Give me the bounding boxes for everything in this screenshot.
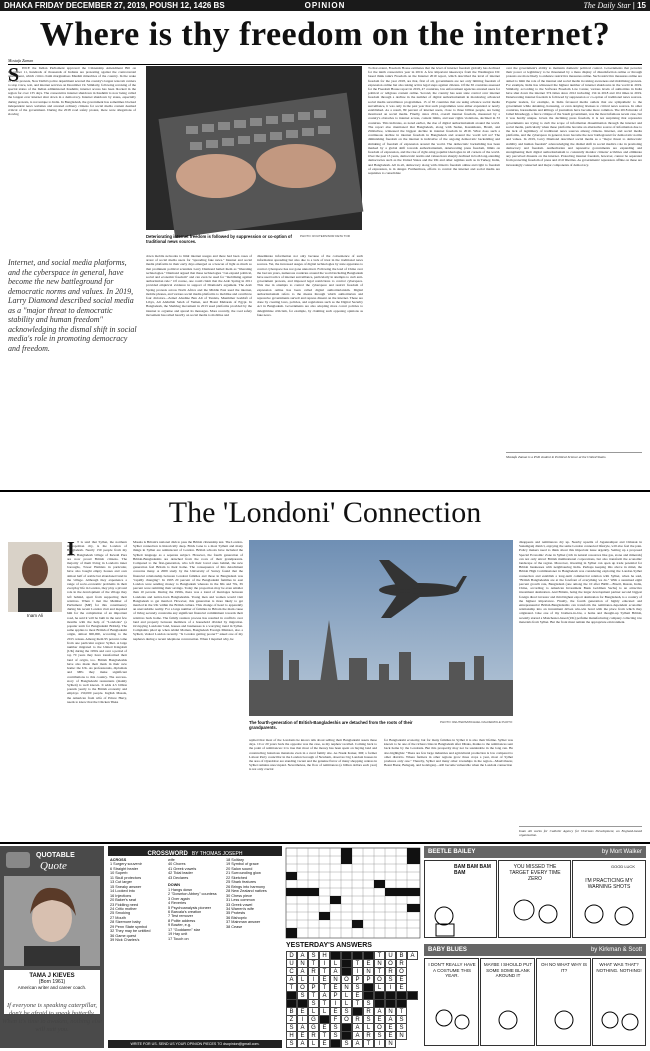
crossword-clue: 13 Cut larger [110,880,132,885]
answer-cell: A [407,951,418,960]
answer-cell: T [352,959,363,968]
answer-cell: E [319,975,330,984]
answer-cell: N [363,967,374,976]
answer-cell [330,1039,341,1048]
article2-column-1b [8,624,127,840]
crossword-clue: 5 Psychoanalysis pioneer [168,905,212,910]
answer-cell: O [374,1023,385,1032]
author-portrait-icon [8,542,62,612]
answer-cell: O [396,967,407,976]
crossword-across-list: ACROSS 1 Surgery souvenir 6 Straight heater 10 Superb 11 Skull protectors 13 Cut larger 15 Sneaky answer 14 Looked into 16 Injections 20 Baker's seat 23 Fiddling need 24 Critic mother 25 Smoking 27 Mouth 28 Sizemore baby 29 Penn State symbol 32 They may be untitled 36 Game quest 39 Nick Charles's [110,858,168,1042]
answer-cell: S [286,1039,297,1048]
answer-cell: I [308,975,319,984]
answer-cell: B [396,951,407,960]
answer-cell: S [374,1031,385,1040]
crossword-clue: 31 Less common [226,898,255,903]
crossword-clue: 3 Over again [168,896,190,901]
answer-cell: H [286,1031,297,1040]
crossword-clue: 41 Greek vowels [168,866,197,871]
answer-cell: N [330,975,341,984]
answer-cell: R [308,967,319,976]
answer-cell: E [330,1007,341,1016]
answer-cell: B [286,1007,297,1016]
answer-cell: A [374,1007,385,1016]
answer-cell: I [330,999,341,1008]
baby-panel3-text: OH NO WHAT WHY IS IT? [540,962,587,973]
photo-credit: PHOTO: ROUTERS/NOR DETA TOR [300,234,350,238]
crossword-clue: 17 "Goddamn" star [168,927,201,932]
quote-author-photo [4,876,100,966]
answer-cell: L [308,1039,319,1048]
answer-cell: T [319,1031,330,1040]
divider [8,64,642,65]
answer-cell: P [363,975,374,984]
crossword-clue: 1 Hangs down [168,887,193,892]
answer-cell: U [286,959,297,968]
crossword-down-list [226,858,282,1042]
article2-column-4: for Bangladeshi economy, but for many families in Sylhet it is also their lifeline. Sylhet was known to be one of the richest cities in Bangladesh after Dhaka, thanks to the remittances sent back home by the Londonis. But this prosperity may not be sustainable in the long run. He also highlights: "There are few large industries and agricultural production is low compared to other districts. Where farmers in other regions grow three crops a year, most of Sylhet produces only one." Thereby, Sylhet and many other townships in the region—Moulvibazar, Beani Bazar, Balaganj, and Golabganj—still become vulnerable when the Londoni connection [384,738,513,768]
answer-cell: R [363,1007,374,1016]
drop-cap-2: I [67,538,75,560]
crossword-clue: 37 Mainman answer [226,920,261,925]
article2-photo [249,540,513,716]
section-divider-2 [0,842,650,844]
answer-cell: E [330,983,341,992]
answer-cell: I [385,983,396,992]
crossword-clue: 20 Salon sound [226,866,253,871]
baby-blues-strip [424,958,646,1046]
answer-cell: A [352,1039,363,1048]
crossword-clue: 33 Greek vowel [226,902,253,907]
article2-column-1a: T is said that Sylhet, the northern metropolitan city, is the London of Bangladesh. Nearly 150 people from my native Bangladesh village of Kewali Para are now proud British citizens. The majority of them living in London's inner boroughs, Tower Hamlets in particular, have also bought empty houses and own almost half of arable but abandoned land in the village. Although they experience a range of socio-economic problems in their everyday life in London, they play a pivotal role in the development of the village they left behind, apart from supporting their relatives. When I met the Member of Parliament (MP) for this constituency during his recent London visit and inquired him for the compilation of an important road, he said it will be built in the next few months with the help of "Londonis" (a popular term for Bangladeshi British). The same applies to most British of Bangladeshi origin, almost 600,000, according to the 2015 census. Among them 95 percent come from one particular region: Sylhet. A large number migrated to the United Kingdom (UK) during the 1950s and over a period of top 70 years they have transformed their land of origin, too. British Bangladeshis have also made their mark in their new home: the UK. As professionals, diplomats and MPs they make significant contributions to this country. The success-story of Bangladeshi restaurants (mainly Sylheti) is well known. It adds 4.5 billion pounds yearly to the British economy and employs 150,000 people. Inglish Masala, the American from wife of Prince Harry, needs to know that the Chicken Tikka [67,540,127,704]
crossword-clue: 36 Game quest [110,933,136,938]
answer-cell: S [396,1023,407,1032]
answer-cell: D [286,951,297,960]
author-bio: Mostafa Zaman is a PhD student in Political Science at the United States. [506,455,607,459]
answer-cell: T [374,967,385,976]
answer-cell: T [308,991,319,1000]
answer-cell: S [330,1031,341,1040]
answer-cell: S [308,951,319,960]
baby-panel4-text: WHAT WAS THAT? NOTHING. NOTHING! [596,962,642,973]
crossword-clue: 32 They may be untitled [110,929,151,934]
answer-cell: T [319,967,330,976]
answer-cell: L [308,1007,319,1016]
article-column-2: down mobile networks to limit internet usages and there had been cases of arrest of social media users for "spreading fake news." Internet and social media platforms in their early days emerged as a beacon of light as much so that prominent political scientists Larry Diamond hailed them as "liberating technologies." Diamond argued that these technologies "can expand political, social and economic freedom" and can even be used for "mobilising against authoritarian rule." Of course, one could claim that the Arab Spring in 2011 provided empirical evidence in support of Diamond's argument. The Arab Spring protests across North Africa and the Middle East used the internet, mobile phones, and various social media platforms to mobilise and overthrow four dictators—Zeinel Abadine Ben Ali of Tunisia, Muammar Gaddafi of Libya, Ali Abdullah Saleh of Yemen, and Hosni Mubarak of Egypt. In Bangladesh, the Shahbag movement in 2013 used platforms provided by the internet to organise and spread its messages. More recently, the road safety movement has relied heavily on social media to mobilise and [146,254,252,317]
quote-label: Quote [40,860,67,872]
quotable-label: QUOTABLE [36,852,75,859]
crossword-clue: 14 Looked into [110,889,135,894]
answer-cell: S [297,991,308,1000]
bio-divider-2 [519,826,642,827]
beetle-panel3-text: I'M PRACTICING MY WARNING SHOTS [585,878,633,890]
crossword-clue: 2 "Downton Abbey" countess [168,892,217,897]
answer-cell: S [330,1023,341,1032]
answer-cell: A [330,967,341,976]
answer-cell: T [374,951,385,960]
article2-column-2: Masala is Britain's national dish to pass the British citizenship test. The London-Sylhet connection is historically deep. Brick Lane is a most Sylheti and many things in Sylhet are reminiscent of London. British schools have included the Sylheti language as a separate subject. However, the fourth generation of British-Bangladeshis are detached from the roots of their grandparents. Compared to the first-generation, who left their loved ones behind, the new generation feel Britain is their home. The consequence of this detachment concerns many. A 2009 study by the University of Surrey found that the financial relationship between Londoni families and those in Bangladesh was "rapidly changing". In 1995 20 percent of the Bangladeshi families in east London were sending money to Bangladesh whereas in the 60s and 70s, 65 percent were remitting their savings. Today the proportion may be even smaller than 10 percent. During the 1990s, there was a trend of marriages between Londonis and native-born Bangladeshis. Young men and women would visit Bangladesh to get married. However, this generation is more likely to get married in the UK within the British culture. This change of heart is apparently an unavoidable reality. For a large number of families in Britain the main cause of living securely constrains any significant financial commitment towards their relatives back home. The family reunion process has resulted in conflicts over land and property between members of a household divided by migration. Occupying Londonis' land, houses and businesses is a worrying trend in Sylhet. Complaints piled up when Abdul Momen, Bangladesh Foreign Minister, also a Sylheti, visited London recently. "Is London getting poorer?" asked one of my nephews during a recent telephone conversation. When I inquired why, he [133,540,243,641]
crossword-clue: wife [168,858,175,862]
crossword-clue: 23 Fiddling need [110,902,139,907]
answer-cell: E [297,1007,308,1016]
answer-cell: A [352,1023,363,1032]
answer-cell: A [352,1031,363,1040]
article-column-4: To that extent, Freedom House estimates that the level of internet freedom globally has declined for the ninth consecutive year in 2019. A few important takeaways from the Washington DC based think tank's Freedom on the Internet 2019 report, which described the level of internet freedom for the year 2018, are that, first of all, governments are not only limiting freedom of expression online but also taking active legal steps against citizens. Of the 65 countries assessed for the Freedom House report in 2019, 47 countries, law enforcement agencies arrested users for political or religious content online. Second, the country has seen state control over internet freedom through a decline in the number of digital authoritarianism in monitoring advanced social media surveillance programmes. 15 of 65 countries that are using advance social media surveillance, it was only in the past year that such programmes were either expanded or newly established. As a result, 89 percent of internet users, close to three billion people, are being monitored on social media. Finally, since 2014, overall internet freedom, measured by a country's obstacles to internet access, content limits, and user rights violations, declined in 33 countries. This indicates, as noted earlier, the rise of digital authoritarianism around the world. The report also mentioned that Bangladesh, along with Sudan, Kazakhstan, Brazil, and Zimbabwe, witnessed the biggest decline in internet freedom in 2019. What does such a continuous decline in internet freedom in Bangladesh and around the world tell us? The diminishing freedom on the internet is indicative of the ongoing democratic backsliding and shrinking of freedom of expression around the world. The democratic backsliding has been marked by a global shift towards authoritarianism, deteriorating press freedom, limits on freedom of expression, and the rise of right-wing populist ideologies in all corners of the world. Over the past 13 years, democratic norms and values have sharply declined in both long-standing democracies such as the United States and the UK and other regimes such as in Turkey, India, and Bangladesh. All in all, democracy along with citizen's freedom online and right to freedom of expression, is in danger. Furthermore, efforts to control the internet and social media are requisites to consolidate [368,66,500,176]
answer-cell: R [363,1031,374,1040]
answer-cell: P [308,983,319,992]
answer-cell: A [297,1039,308,1048]
answers-grid [286,951,420,1047]
answer-cell: O [297,983,308,992]
answer-cell: I [319,959,330,968]
answer-cell: C [286,967,297,976]
crossword-clue: 34 Warren's wife [226,906,255,911]
author-name: Inam Ali [26,613,43,618]
answer-cell: E [297,1031,308,1040]
crossword-clue: 24 Critic mother [110,906,137,911]
bio-divider [506,452,642,453]
crossword-clue: 28 Sizemore baby [110,920,141,925]
crossword-clue: 16 Injections [110,893,132,898]
crossword-grid[interactable] [286,848,420,938]
answer-cell: E [374,1015,385,1024]
page-header-bar [0,0,650,11]
quote-author-role: American writer and career coach. [17,985,87,990]
crossword-clue: 10 Superb [110,871,128,876]
answer-cell: U [385,951,396,960]
answer-cell: T [286,983,297,992]
answer-cell: N [374,959,385,968]
answers-title: YESTERDAY'S ANSWERS [286,942,372,949]
answer-cell: P [352,975,363,984]
photo-caption: Deteriorating internet freedom is followed by suppression or co-option of traditional news sources. [146,234,292,244]
london-skyline-plane-photo [249,540,513,716]
crossword-clue: 25 Shark features [226,880,256,885]
answer-cell: P [330,991,341,1000]
crossword-clue: 27 Mouth [110,915,126,920]
quote-author-born: (Born 1961) [38,979,66,985]
answer-cell: L [363,1023,374,1032]
article-column-5: over the government's ability to maintain domestic political control. Governments that perceive their power or legitimacy to be threatened by a mass display of dissatisfaction online or through protests are more likely to enhance restrictive measures online. Such restrictive measures online are aimed to limit the role of the internet and social media in raising awareness and mobilising protests. For example, India has witnessed the highest number of internet shutdowns in the world in 2019. Similarly, according to the Software Freedom Law Center, various levels of authorities in India have shut down the internet 374 times since 2012 including 134 in 2018 and 104 times in 2019. Deteriorating internet freedom is followed by suppression or co-option of traditional news sources. Popular leaders, for example, in India favoured media outlets that are sympathetic to the government while detaining, harassing, or even denying licenses to critical news sources. In other countries, harassments and killings of journalists have become more common. The 2018 murder of Jamal Khashoggi, a fierce critique of the Saudi government, was the most infamous recent case, but it was hardly unique. Given the declining press freedom, it is not surprising that repressive governments are trying to curb the scope of information dissemination through the internet and social media, particularly when these platforms become an alternative source of information due to the lack of legitimacy of traditional news sources among citizens. Internet, and social media platforms, and the cyberspace in general, have become the new battleground for democratic norms and values. In 2019, Larry Diamond described social media as a "major threat to democratic stability and human freedom" acknowledging the dismal shift in social media's role in promoting democracy and freedom. Authoritarian and repressive governments are expanding and strengthening their digital authoritarianism to constantly monitor citizens' activities and eliminate any perceived dissents on the internet. Protecting internet freedom, however, cannot be separated from protecting freedom of press and civil liberties. As governments' repression offline on these are increasingly connected and major components of democracy. [506,66,642,167]
answer-cell: L [374,983,385,992]
article-photo [146,66,362,230]
answer-cell: T [352,999,363,1008]
quote-text: If everyone is speaking caterpillar, don't be afraid to speak butterfly. When it's time to awaken, nothing else will suit you. [2,1002,102,1033]
crossword-clue: 29 Penn State symbol [110,924,148,929]
beetle-panel1-text: BAM BAM BAM BAM [454,864,491,876]
answer-cell: H [319,951,330,960]
answer-cell: N [396,1031,407,1040]
beetle-panel3-aside: GOOD LUCK [610,864,635,869]
answer-cell: E [385,1031,396,1040]
answer-cell: O [385,959,396,968]
answer-cell: T [319,999,330,1008]
answer-cell: S [352,983,363,992]
answer-cell: E [396,975,407,984]
crossword-clue: 19 Hay unit [168,932,188,937]
answer-cell: T [319,983,330,992]
baby-panel1-text: I DON'T REALLY HAVE A COSTUME THIS YEAR. [428,962,476,978]
answer-cell: E [385,1023,396,1032]
crossword-clue: 11 Skull protectors [110,875,142,880]
crossword-header: CROSSWORD BY THOMAS JOSEPH [108,846,282,856]
baby-blues-header: BABY BLUES by Kirkman & Scott [424,944,646,956]
crossword-clue: 40 Chores [168,862,186,867]
answer-cell: N [341,983,352,992]
answer-cell: S [363,1015,374,1024]
crossword-clue: 1 Surgery souvenir [110,862,142,867]
quote-author-name: TAMA J KIEVES [29,973,75,979]
crossword-clue: 6 Barcala's creation [168,909,202,914]
answer-cell: Z [286,1015,297,1024]
answer-cell: N [385,1007,396,1016]
crossword-clue: 30 Chess piece [226,893,253,898]
beetle-panel2-text: YOU MISSED THE TARGET EVERY TIME ZERO [509,864,561,882]
crossword-clue: 39 Nick Charles's [110,938,140,943]
page-brand: The Daily Star | 15 [583,1,646,10]
crossword-clue: 35 Protests [226,911,246,916]
article2-column-5: disappears and remittances dry up. Nearby upazila of Jagannathpur and Chhatak in Sunamganj district, enjoying the same London connected lifestyle, will also feel the pain. Policy makers need to think about this important issue urgently. Setting up a proposed Special Economic Zone in Sylhet (rich in natural resources like gas, stone and minerals) can not only attract British multinational corporations, but also transform the economic landscape of the region. Moreover, investing in Sylhet can open up trade potential for British businesses with neighbouring India. Perhaps keeping this above in mind, the British High Commissioner in Bangladesh was considering exploring the London-Sylhet connection and establish a long-term commercial relation with Sylhet, when he said, "British Bangladeshis are at the forefront of everything we do." With a sustained eight percent growth rate, Bangladesh (one among the 10 after BRIC—Brazil, Russia, India, China, according to American Investment Bank Goldman Sachs) is an attractive investment destination. And Britain, being the larger development partner second biggest foreign direct investor and third highest export destination for Bangladesh, is a country of the highest importance. Finally, the fourth generation of highly educated and entrepreneurial British-Bangladeshis can transform the remittance-dependent economic relationship into an investment driven win-win bond with the place from which they originated. Like one of my brothers-in-law, a home and thought-up Sylheti British, recently started a Manchester-based (UK) perfume manufacturing company collecting raw materials from Sylhet. But the front must remain the appropriate environment. [519,540,642,624]
quote-author-portrait-icon [4,876,100,966]
answer-cell: S [341,1007,352,1016]
answer-cell: I [297,1015,308,1024]
answer-cell: A [297,1023,308,1032]
answer-cell: L [341,999,352,1008]
opinion-footer: WRITE FOR US. SEND US YOUR OPINION PIECES TO dsopinion@gmail.com. [108,1040,282,1048]
answer-cell: S [308,999,319,1008]
crossword-clue: 36 Bishopric [226,915,247,920]
author-bio-2: Inam Ali works for Catholic Agency for Overseas Development, an England-based organisation. [519,829,642,838]
dateline: DHAKA FRIDAY DECEMBER 27, 2019, POUSH 12, 1426 BS [4,1,225,10]
crossword-clue: 7 Test remover [168,914,194,919]
answer-cell: A [286,975,297,984]
answer-cell: N [297,959,308,968]
answer-cell: A [385,1015,396,1024]
article-column-1: INCE the Indian Parliament approved the Citizenship Amendment Bill on December 11, hundreds of thousands of Indians are protesting against the controversial amendment, which critics claim marginalises Muslim minorities of the country. In the wake of these protests, New Delhi's police department severed the country's largest telecom carriers to stop voice, text, and internet services on December 19. Similarly, following revoking of the special status of the Indian administered Kashmir, internet access has been blocked in the region for over 135 days. The consecutive internet shutdown in Kashmir is now being called the longest ever internet shut down in a democracy. Internet shutdown by states, especially during protests, is not unique to India. In Bangladesh, the government has sometimes blocked independent news websites and arrested ordinary citizens for social media content deemed critical of the government. During the 2018 road safety protest, there were allegations of slowing [8,66,136,117]
drop-cap: S [8,64,20,86]
answer-cell: R [308,1031,319,1040]
answer-cell: G [308,1023,319,1032]
pull-quote: Internet, and social media platforms, and the cyberspace in general, have become the new battleground for democratic norms and values. In 2019, Larry Diamond described social media as a "major threat to democratic stability and human freedom" acknowledging the dismal shift in social media's role in promoting democracy and freedom. [8,258,137,353]
crossword-clue: 21 Surrounding glow [226,871,261,876]
article-headline: Where is thy freedom on the internet? [39,16,611,53]
answer-cell: A [297,951,308,960]
answer-cell: E [396,983,407,992]
crossword-clue: 8 Polite address [168,918,196,923]
answer-cell: N [385,1039,396,1048]
article2-column-3: replied that most of the Londonis he knows talk about selling their Bangladeshi assets these days. 10 or 20 years back the opposite was the case, as my nephew recalled. Coming back to the point of remittances: it is true that most of the money has been spent on buying land and constructing luxurious mansions even in a rural family site. As Nasik Kaiser, MP, a former Labour Party councillor in the London borough of Newham, observes: big Londoni houses in the area of Ojondobar are standing vacant and the genuine flavor of many shopping centres in Sylhet remains unoccupied. Nevertheless, the flow of remittances (a billion dollars each year) is not only crucial [249,738,377,772]
crossword-clue: 22 Sketched [226,875,248,880]
crossword-clue: 42 Tidal leader [168,871,193,876]
section-divider [0,490,650,492]
author-photo [8,542,62,612]
answer-cell: R [385,967,396,976]
answer-cell: S [396,1015,407,1024]
keyboard-hands-photo [146,66,362,230]
answer-cell: S [363,999,374,1008]
answer-cell: S [341,1039,352,1048]
crossword-clue: 43 Declares [168,875,189,880]
answer-cell: L [297,975,308,984]
answer-cell: L [319,1007,330,1016]
answer-cell: E [352,991,363,1000]
crossword-clue: 38 Cease [226,924,243,929]
answer-cell: E [319,1039,330,1048]
crossword-clue: 26 Brings into harmony [226,884,266,889]
speech-bubble-icon [6,852,30,868]
answer-cell: T [396,1007,407,1016]
answer-cell: T [308,959,319,968]
answer-cell: S [385,975,396,984]
baby-panel2-text: MAYBE I SHOULD PUT SOME SOME BLANK AROUND IT [483,962,533,978]
article-byline: Mostafa Zaman [8,58,34,63]
answer-cell: A [319,991,330,1000]
answer-cell: O [341,1015,352,1024]
answer-cell: T [363,1039,374,1048]
answer-cell: S [286,1023,297,1032]
answer-cell: L [330,959,341,968]
crossword-clue: 17 Touch on [168,936,189,941]
crossword-clues-col2: wife 40 Chores 41 Greek vowels 42 Tidal leader 43 Declares DOWN 1 Hangs down 2 "Downton Abbey" countess 3 Over again 4 Reveries 5 Psychoanalysis pioneer 6 Barcala's creation 7 Test remover 8 Polite address 9 Bowler, e.g. 17 "Goddamn" star 19 Hay unit 17 Touch on [168,858,224,1042]
photo-credit-2: PHOTO: REUTERS/MICHAEL DALDER/FILE PHOTO [440,720,513,724]
answer-cell: R [396,959,407,968]
answer-cell: I [352,967,363,976]
crossword-clue: 28 New Zealand natives [226,889,267,894]
answer-cell: I [374,1039,385,1048]
article-column-3: disseminate information not only because of the convenience of such information spreading but also due to a lack of trust in the traditional news sources. Yet, the increased usages of digital technologies by state apparatus to control cyberspace has not gone unnoticed. Following the lead of China over the last ten years, numerous countries around the world including Bangladesh have used tactics of internet surveillance, particularly in attempts to curb anti-government protests, and imposed legal restrictions to control cyberspace. This rise in attempts to control the cyberspace and restrict freedom of expression online has been called digital authoritarianism. Digital authoritarianism refers to the means through which authoritarian and repressive governments surveil and repress dissent on the internet. These are done by creating laws, policies, and regulations such as the Digital Security Act in Bangladesh. Governments are also adopting more covert policies to delegitimise criticism, for example, by claiming such opposing opinions as fake news. [257,254,363,317]
crossword-clue: 18 Solitary [226,858,244,862]
answer-cell: L [341,991,352,1000]
crossword-clue: 20 Baker's seat [110,898,137,903]
crossword-clue: 19 Symbol of grace [226,862,259,867]
answer-cell: O [341,975,352,984]
answer-cell [407,991,418,1000]
beetle-bailey-header: BEETLE BAILEY by Mort Walker [424,846,646,858]
crossword-clue: 9 Bowler, e.g. [168,923,192,928]
answer-cell: A [297,967,308,976]
photo-caption-2: The fourth-generation of British-Bangladeshis are detached from the roots of their grandparents. [249,720,413,730]
answer-cell: O [374,975,385,984]
answer-cell: F [330,1015,341,1024]
answer-cell: E [319,1023,330,1032]
crossword-clue: 25 Smoking [110,911,131,916]
article-headline-2: The 'Londoni' Connection [168,496,482,529]
crossword-clue: 4 Reveries [168,901,187,906]
answer-cell: E [363,959,374,968]
crossword-clue: 6 Straight heater [110,866,139,871]
answer-cell: R [352,1015,363,1024]
section-label: OPINION [304,1,346,10]
crossword-clue: 15 Sneaky answer [110,884,142,889]
answer-cell: G [308,1015,319,1024]
crossword-grid-svg [286,848,420,938]
beetle-bailey-strip [424,860,646,938]
